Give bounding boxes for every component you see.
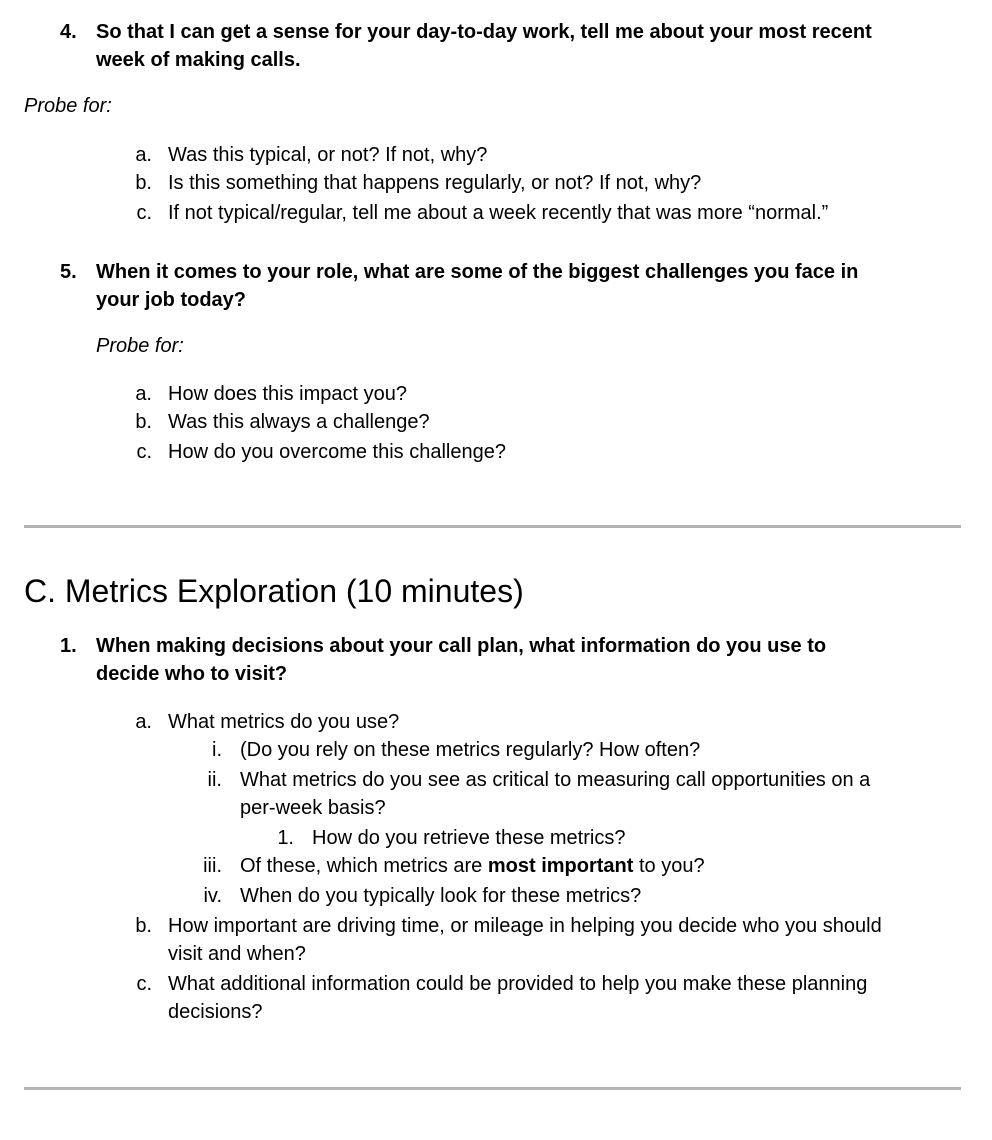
list-item-line-1: What metrics do you see as critical to measuring call opportunities on a	[240, 769, 871, 791]
section-heading: C. Metrics Exploration (10 minutes)	[24, 573, 524, 609]
question-text-line-1: When it comes to your role, what are some of the biggest challenges you face in	[96, 261, 859, 283]
list-marker: i.	[212, 739, 222, 761]
list-item: If not typical/regular, tell me about a week recently that was more “normal.”	[168, 202, 829, 224]
list-marker: iv.	[203, 885, 222, 907]
list-item: Is this something that happens regularly, or not? If not, why?	[168, 172, 702, 194]
question-number: 4.	[60, 21, 77, 43]
list-marker: b.	[135, 915, 152, 937]
list-marker: 1.	[277, 827, 294, 849]
list-marker: a.	[135, 144, 152, 166]
list-marker: c.	[136, 441, 152, 463]
question-text-line-2: week of making calls.	[96, 49, 301, 71]
list-item: Was this typical, or not? If not, why?	[168, 144, 488, 166]
list-marker: ii.	[207, 769, 222, 791]
list-item-text-after: to you?	[633, 855, 705, 877]
list-item: When do you typically look for these metrics?	[240, 885, 642, 907]
list-item-line-2: visit and when?	[168, 943, 306, 965]
list-marker: iii.	[203, 855, 222, 877]
list-item: Was this always a challenge?	[168, 411, 430, 433]
list-marker: b.	[135, 411, 152, 433]
emphasis-text: most important	[487, 855, 634, 877]
list-item: How do you overcome this challenge?	[168, 441, 506, 463]
horizontal-divider	[24, 1087, 961, 1090]
list-item: (Do you rely on these metrics regularly? How often?	[240, 739, 701, 761]
list-marker: c.	[136, 202, 152, 224]
question-number: 5.	[60, 261, 77, 283]
probe-label: Probe for:	[24, 95, 112, 117]
list-item-line-1: How important are driving time, or mileage in helping you decide who you should	[168, 915, 882, 937]
list-item: What metrics do you use?	[168, 711, 400, 733]
list-item: How do you retrieve these metrics?	[312, 827, 626, 849]
question-text-line-2: decide who to visit?	[96, 663, 288, 685]
horizontal-divider	[24, 525, 961, 528]
list-item-line-1: What additional information could be provided to help you make these planning	[168, 973, 868, 995]
list-item	[240, 852, 705, 880]
probe-label: Probe for:	[96, 335, 184, 357]
list-item-line-2: decisions?	[168, 1001, 263, 1023]
list-item-text-before: Of these, which metrics are	[240, 855, 488, 877]
list-item-line-2: per-week basis?	[240, 797, 386, 819]
question-text-line-1: When making decisions about your call plan, what information do you use to	[96, 635, 827, 657]
question-text-line-2: your job today?	[96, 289, 246, 311]
list-marker: c.	[136, 973, 152, 995]
list-marker: a.	[135, 383, 152, 405]
question-text-line-1: So that I can get a sense for your day-to-day work, tell me about your most recent	[96, 21, 872, 43]
list-item: How does this impact you?	[168, 383, 408, 405]
list-marker: a.	[135, 711, 152, 733]
question-number: 1.	[60, 635, 77, 657]
list-marker: b.	[135, 172, 152, 194]
